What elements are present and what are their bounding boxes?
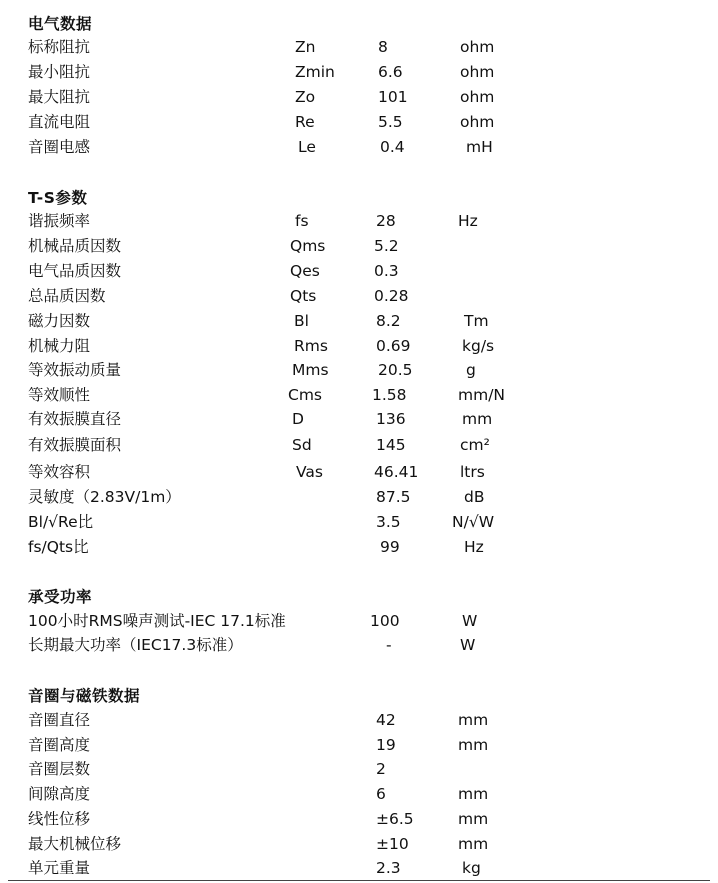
spec-unit: cm² [460, 436, 490, 454]
spec-value: 0.28 [374, 287, 409, 305]
spec-value: 28 [376, 212, 396, 230]
spec-name: 等效容积 [28, 463, 91, 481]
spec-name: Bl/√Re比 [28, 513, 94, 531]
spec-value: 8 [378, 38, 388, 56]
spec-unit: Hz [464, 538, 484, 556]
spec-row [0, 733, 718, 757]
spec-unit: ohm [460, 113, 495, 131]
spec-row [0, 510, 718, 534]
spec-unit: dB [464, 488, 485, 506]
spec-unit: mm [458, 711, 489, 729]
spec-name: 总品质因数 [28, 287, 106, 305]
spec-symbol: Vas [296, 463, 323, 481]
spec-name: 长期最大功率（IEC17.3标准） [28, 636, 243, 654]
spec-unit: mm [458, 785, 489, 803]
spec-name: fs/Qts比 [28, 538, 89, 556]
section-title-electrical: 电气数据 [28, 15, 93, 33]
spec-unit: ltrs [460, 463, 485, 481]
spec-value: ±6.5 [376, 810, 414, 828]
spec-symbol: Sd [292, 436, 312, 454]
spec-name: 灵敏度（2.83V/1m） [28, 488, 181, 506]
spec-value: 2 [376, 760, 386, 778]
section-title-ts: T-S参数 [28, 189, 88, 207]
spec-value: 101 [378, 88, 408, 106]
spec-value: 145 [376, 436, 406, 454]
spec-name: 最大机械位移 [28, 835, 122, 853]
spec-name: 标称阻抗 [28, 38, 91, 56]
spec-unit: ohm [460, 38, 495, 56]
spec-unit: N/√W [452, 513, 495, 531]
spec-name: 最大阻抗 [28, 88, 91, 106]
spec-row [0, 60, 718, 84]
spec-row [0, 110, 718, 134]
spec-row [0, 234, 718, 258]
spec-unit: mm [462, 410, 493, 428]
spec-symbol: fs [295, 212, 309, 230]
spec-symbol: Zmin [295, 63, 335, 81]
spec-symbol: Rms [294, 337, 328, 355]
spec-unit: kg [462, 859, 481, 877]
section-title-coil: 音圈与磁铁数据 [28, 687, 141, 705]
spec-row [0, 383, 718, 407]
spec-value: 6.6 [378, 63, 403, 81]
spec-name: 直流电阻 [28, 113, 91, 131]
spec-value: 99 [380, 538, 400, 556]
spec-symbol: Re [295, 113, 315, 131]
spec-name: 机械力阻 [28, 337, 91, 355]
spec-row [0, 535, 718, 559]
spec-value: 5.5 [378, 113, 403, 131]
spec-row [0, 407, 718, 431]
spec-unit: Tm [464, 312, 489, 330]
spec-name: 等效振动质量 [28, 361, 122, 379]
spec-value: 46.41 [374, 463, 419, 481]
spec-row [0, 209, 718, 233]
spec-row [0, 856, 718, 880]
spec-row [0, 485, 718, 509]
spec-unit: mm/N [458, 386, 506, 404]
spec-name: 谐振频率 [28, 212, 91, 230]
spec-row [0, 259, 718, 283]
spec-value: 42 [376, 711, 396, 729]
spec-name: 间隙高度 [28, 785, 91, 803]
spec-unit: kg/s [462, 337, 495, 355]
spec-symbol: Qms [290, 237, 326, 255]
spec-value: 87.5 [376, 488, 411, 506]
spec-unit: ohm [460, 63, 495, 81]
spec-unit: mm [458, 736, 489, 754]
spec-name: 最小阻抗 [28, 63, 91, 81]
spec-row [0, 460, 718, 484]
spec-row [0, 782, 718, 806]
spec-name: 音圈直径 [28, 711, 91, 729]
spec-value: 0.4 [380, 138, 405, 156]
spec-symbol: Zn [295, 38, 316, 56]
spec-row [0, 85, 718, 109]
spec-row [0, 309, 718, 333]
spec-symbol: D [292, 410, 304, 428]
spec-symbol: Le [298, 138, 316, 156]
spec-name: 音圈层数 [28, 760, 91, 778]
spec-row [0, 284, 718, 308]
spec-row [0, 135, 718, 159]
spec-name: 单元重量 [28, 859, 91, 877]
spec-row [0, 358, 718, 382]
spec-unit: W [462, 612, 478, 630]
spec-symbol: Cms [288, 386, 322, 404]
section-title-power: 承受功率 [28, 588, 93, 606]
spec-unit: mm [458, 835, 489, 853]
spec-value: 3.5 [376, 513, 401, 531]
spec-unit: mm [458, 810, 489, 828]
bottom-divider [8, 880, 710, 881]
spec-symbol: Zo [295, 88, 316, 106]
spec-unit: ohm [460, 88, 495, 106]
spec-row [0, 433, 718, 457]
spec-value: 100 [370, 612, 400, 630]
spec-row [0, 633, 718, 657]
spec-name: 电气品质因数 [28, 262, 122, 280]
spec-symbol: Qts [290, 287, 317, 305]
spec-symbol: Qes [290, 262, 320, 280]
spec-value: 2.3 [376, 859, 401, 877]
spec-name: 等效顺性 [28, 386, 91, 404]
spec-name: 音圈电感 [28, 138, 91, 156]
spec-row [0, 334, 718, 358]
spec-value: 6 [376, 785, 386, 803]
spec-value: - [386, 636, 392, 654]
spec-name: 有效振膜面积 [28, 436, 122, 454]
spec-value: 1.58 [372, 386, 407, 404]
spec-value: 19 [376, 736, 396, 754]
spec-value: 0.69 [376, 337, 411, 355]
spec-value: 5.2 [374, 237, 399, 255]
spec-unit: W [460, 636, 476, 654]
spec-value: 8.2 [376, 312, 401, 330]
spec-value: 20.5 [378, 361, 413, 379]
spec-unit: g [466, 361, 476, 379]
spec-row [0, 757, 718, 781]
spec-name: 100小时RMS噪声测试-IEC 17.1标准 [28, 612, 286, 630]
spec-value: 0.3 [374, 262, 399, 280]
spec-row [0, 832, 718, 856]
spec-unit: mH [466, 138, 493, 156]
spec-unit: Hz [458, 212, 478, 230]
spec-row [0, 807, 718, 831]
spec-symbol: Bl [294, 312, 309, 330]
spec-value: 136 [376, 410, 406, 428]
spec-name: 磁力因数 [28, 312, 91, 330]
spec-symbol: Mms [292, 361, 329, 379]
spec-name: 有效振膜直径 [28, 410, 122, 428]
spec-row [0, 35, 718, 59]
spec-name: 音圈高度 [28, 736, 91, 754]
spec-value: ±10 [376, 835, 409, 853]
spec-name: 线性位移 [28, 810, 91, 828]
spec-row [0, 708, 718, 732]
spec-row [0, 609, 718, 633]
spec-name: 机械品质因数 [28, 237, 122, 255]
